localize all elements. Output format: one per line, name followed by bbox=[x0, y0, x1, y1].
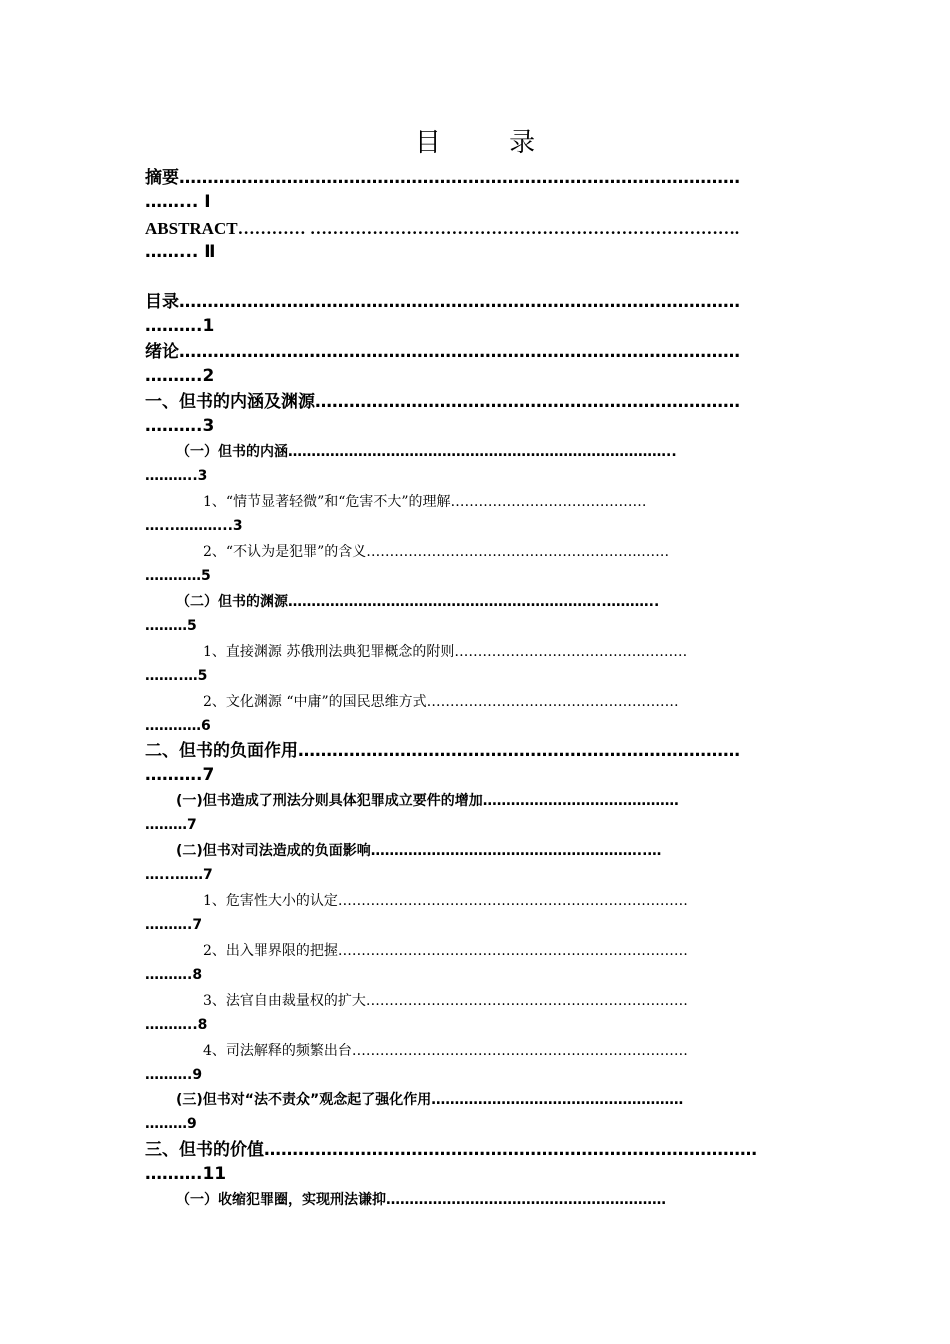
toc-entry-text: （二）但书的渊源…………………………………………………………..……….. bbox=[176, 594, 660, 610]
toc-entry-text: ABSTRACT………… …………………………………………………………………. bbox=[145, 219, 740, 238]
toc-entry-ch2-2-3-page bbox=[145, 1013, 807, 1038]
toc-entry-text: 2、“不认为是犯罪”的含义…………………………………………………..…… bbox=[203, 544, 670, 560]
toc-entry-ch2[interactable] bbox=[145, 739, 807, 764]
toc-entry-toc[interactable] bbox=[145, 290, 807, 315]
toc-entry-page: ………7 bbox=[145, 817, 197, 833]
toc-entry-text: (三)但书对“法不责众”观念起了强化作用……………………………………………… bbox=[176, 1092, 684, 1108]
toc-entry-ch2-2-page bbox=[145, 863, 807, 888]
toc-entry-ch1-1-1-page bbox=[145, 514, 807, 539]
toc-entry-ch2-3-page bbox=[145, 1112, 807, 1137]
toc-entry-text: 3、法官自由裁量权的扩大…………………………………………………………… bbox=[203, 993, 688, 1009]
toc-entry-ch1-1-2[interactable] bbox=[203, 540, 807, 565]
toc-entry-text: 4、司法解释的频繁出台……………………………………………………………… bbox=[203, 1043, 688, 1059]
toc-entry-toc-page bbox=[145, 314, 807, 339]
toc-entry-page: …………6 bbox=[145, 718, 211, 734]
toc-entry-ch3[interactable] bbox=[145, 1138, 807, 1163]
toc-entry-ch1-page bbox=[145, 414, 807, 439]
toc-entry-page: ………..8 bbox=[145, 1017, 208, 1033]
toc-entry-page: ……….7 bbox=[145, 765, 215, 785]
toc-entry-ch1-2-2[interactable] bbox=[203, 690, 807, 715]
toc-entry-text: (二)但书对司法造成的负面影响…………………………………………………..… bbox=[176, 843, 662, 859]
toc-entry-ch2-2-4-page bbox=[145, 1063, 807, 1088]
toc-entry-ch1-2[interactable] bbox=[176, 590, 807, 615]
toc-entry-ch1[interactable] bbox=[145, 390, 807, 415]
toc-entry-ch2-1[interactable] bbox=[176, 789, 807, 814]
toc-entry-ch1-2-2-page bbox=[145, 714, 807, 739]
toc-entry-ch2-page bbox=[145, 763, 807, 788]
toc-entry-ch1-2-page bbox=[145, 614, 807, 639]
toc-entry-text: （一）收缩犯罪圈，实现刑法谦抑…………………………………………………… bbox=[176, 1192, 666, 1208]
toc-entry-page: ……….7 bbox=[145, 917, 203, 933]
toc-entry-ch2-2-4[interactable] bbox=[203, 1039, 807, 1064]
toc-entry-ch1-2-1-page bbox=[145, 664, 807, 689]
toc-entry-page: ……... Ⅱ bbox=[145, 242, 216, 262]
toc-entry-intro-page bbox=[145, 364, 807, 389]
toc-entry-intro[interactable] bbox=[145, 340, 807, 365]
toc-entry-text: 目录……………………………………………………………………………………… bbox=[145, 292, 740, 312]
toc-entry-page: ……….2 bbox=[145, 366, 215, 386]
toc-entry-text: 绪论……………………………………………………………………………………… bbox=[145, 342, 740, 362]
toc-entry-ch3-1[interactable] bbox=[176, 1188, 807, 1213]
toc-entry-ch1-1-page bbox=[145, 464, 807, 489]
toc-entry-page: …...………...3 bbox=[145, 518, 243, 534]
toc-entry-text: 一、但书的内涵及渊源………………………………………………………………… bbox=[145, 392, 740, 412]
toc-entry-page: ……….11 bbox=[145, 1164, 227, 1184]
toc-entry-page: ……….9 bbox=[145, 1067, 203, 1083]
toc-entry-abstract-en[interactable] bbox=[145, 216, 807, 241]
toc-entry-abstract-cn-page bbox=[145, 190, 807, 215]
toc-entry-abstract-cn[interactable] bbox=[145, 166, 807, 191]
toc-entry-ch1-2-1[interactable] bbox=[203, 640, 807, 665]
toc-entry-ch2-2-1[interactable] bbox=[203, 889, 807, 914]
toc-entry-text: 1、“情节显著轻微”和“危害不大”的理解…………………………………… bbox=[203, 494, 647, 510]
toc-entry-ch2-2-1-page bbox=[145, 913, 807, 938]
toc-entry-ch1-1-2-page bbox=[145, 564, 807, 589]
page-title: 目 录 bbox=[414, 128, 566, 158]
toc-entry-text: 三、但书的价值…………………………………………………………………………… bbox=[145, 1140, 757, 1160]
toc-entry-page: ……….3 bbox=[145, 416, 215, 436]
toc-entry-text: 2、出入罪界限的把握………………………………………………………………… bbox=[203, 943, 688, 959]
toc-entry-text: 1、直接渊源 苏俄刑法典犯罪概念的附则…………………………………..……… bbox=[203, 644, 688, 660]
toc-entry-text: 1、危害性大小的认定………………………………………………………………… bbox=[203, 893, 688, 909]
toc-entry-text: 二、但书的负面作用…………………………………………………………………… bbox=[145, 741, 740, 761]
toc-entry-page: ………..3 bbox=[145, 468, 208, 484]
toc-entry-page: ……….8 bbox=[145, 967, 203, 983]
toc-entry-ch2-3[interactable] bbox=[176, 1088, 807, 1113]
toc-entry-page: ……... Ⅰ bbox=[145, 192, 211, 212]
toc-entry-page: ………5 bbox=[145, 618, 197, 634]
toc-entry-page: ……….1 bbox=[145, 316, 215, 336]
toc-entry-text: 2、文化渊源 “中庸”的国民思维方式……………………………………………… bbox=[203, 694, 679, 710]
toc-entry-text: 摘要……………………………………………………………………………………… bbox=[145, 168, 740, 188]
toc-entry-ch2-2-2-page bbox=[145, 963, 807, 988]
toc-entry-ch2-1-page bbox=[145, 813, 807, 838]
toc-entry-ch1-1[interactable] bbox=[176, 440, 807, 465]
toc-entry-text: （一）但书的内涵……………………………………………………………………….. bbox=[176, 444, 677, 460]
toc-entry-ch2-2-2[interactable] bbox=[203, 939, 807, 964]
toc-entry-page: ………9 bbox=[145, 1116, 197, 1132]
toc-entry-ch3-page bbox=[145, 1162, 807, 1187]
toc-entry-ch2-2-3[interactable] bbox=[203, 989, 807, 1014]
toc-entry-text: (一)但书造成了刑法分则具体犯罪成立要件的增加…………………………………… bbox=[176, 793, 679, 809]
toc-entry-page: …...……7 bbox=[145, 867, 213, 883]
toc-entry-abstract-en-page bbox=[145, 240, 807, 265]
toc-entry-ch1-1-1[interactable] bbox=[203, 490, 807, 515]
toc-entry-page: ……..…5 bbox=[145, 668, 208, 684]
toc-entry-ch2-2[interactable] bbox=[176, 839, 807, 864]
toc-entry-page: …………5 bbox=[145, 568, 211, 584]
